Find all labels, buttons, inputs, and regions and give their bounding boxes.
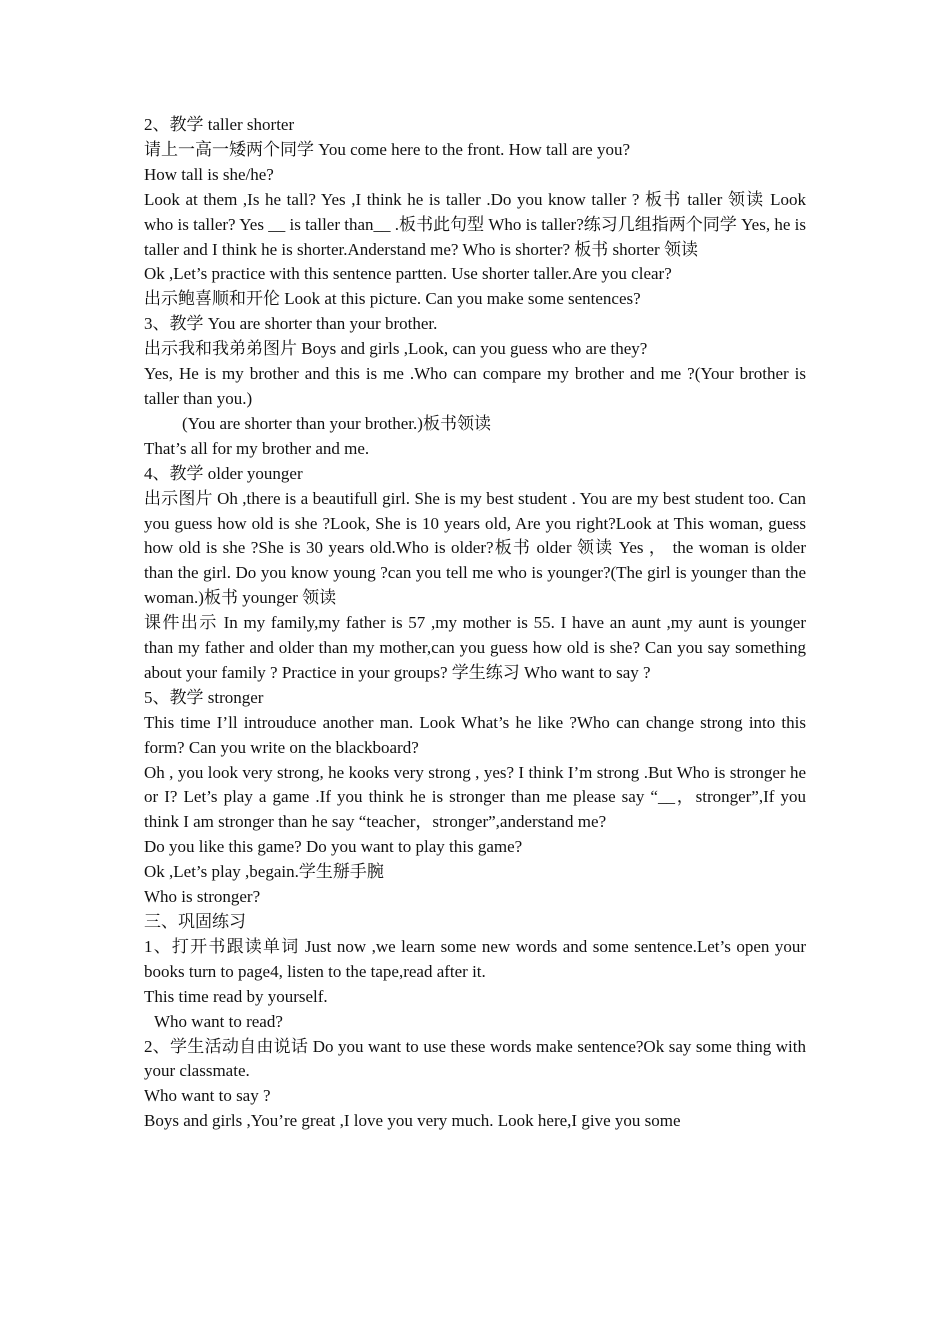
paragraph: 2、学生活动自由说话 Do you want to use these words make sentence?Ok say some thing with your classmate. bbox=[144, 1036, 806, 1081]
document-page bbox=[144, 113, 806, 1134]
section-heading-consolidation: 三、巩固练习 bbox=[144, 912, 246, 931]
heading-2-taller-shorter: 2、教学 taller shorter bbox=[144, 115, 295, 134]
text-line: That’s all for my brother and me. bbox=[144, 438, 370, 458]
text-line-indented: Who want to read? bbox=[154, 1011, 283, 1031]
text-line: Do you like this game? Do you want to play this game? bbox=[144, 837, 523, 857]
paragraph-truncated: Boys and girls ,You’re great ,I love you very much. Look here,I give you some bbox=[144, 1111, 681, 1131]
paragraph: Oh , you look very strong, he kooks very strong , yes? I think I’m strong .But Who is stronger he or I? Let’s play a game .If you think he is stronger than me please say “__，stronger”,If you think I am stronger than he say “teacher，stronger”,anderstand me? bbox=[144, 762, 806, 832]
text-line: Ok ,Let’s practice with this sentence partten. Use shorter taller.Are you clear? bbox=[144, 264, 672, 284]
paragraph: 1、打开书跟读单词 Just now ,we learn some new words and some sentence.Let’s open your books turn to page4, listen to the tape,read after it. bbox=[144, 936, 806, 981]
paragraph: This time I’ll introuduce another man. Look What’s he like ?Who can change strong into this form? Can you write on the blackboard? bbox=[144, 712, 806, 757]
heading-5-stronger: 5、教学 stronger bbox=[144, 687, 264, 707]
text-line: Who want to say ? bbox=[144, 1086, 271, 1106]
text-line: 请上一高一矮两个同学 You come here to the front. How tall are you? bbox=[144, 139, 630, 159]
text-line-indented: (You are shorter than your brother.)板书领读 bbox=[182, 413, 491, 433]
heading-4-older-younger: 4、教学 older younger bbox=[144, 463, 303, 483]
paragraph: Yes, He is my brother and this is me .Who can compare my brother and me ?(Your brother is taller than you.) bbox=[144, 364, 806, 408]
text-line: How tall is she/he? bbox=[144, 164, 274, 184]
paragraph: 出示图片 Oh ,there is a beautifull girl. She is my best student . You are my best student too. Can you guess how old is she ?Look, She is 10 years old, Are you right?Look at This woman, guess how old is she ?She is 30 years old.Who is older?板书 older 领读 Yes ， the woman is older than the girl. Do you know young ?can you tell me who is younger?(The girl is younger than the woman.)板书 younger 领读 bbox=[144, 488, 806, 608]
text-line: Who is stronger? bbox=[144, 887, 261, 907]
text-line: Ok ,Let’s play ,begain.学生掰手腕 bbox=[144, 862, 384, 882]
paragraph: Look at them ,Is he tall? Yes ,I think he is taller .Do you know taller ? 板书 taller 领读 Look who is taller? Yes __ is taller than__ .板书此句型 Who is taller?练习几组指两个同学 Yes, he is taller and I think he is shorter.Anderstand me? Who is shorter? 板书 shorter 领读 bbox=[144, 189, 806, 259]
text-line: This time read by yourself. bbox=[144, 986, 328, 1006]
text-line: 出示鲍喜顺和开伦 Look at this picture. Can you make some sentences? bbox=[144, 289, 641, 309]
text-line: 出示我和我弟弟图片 Boys and girls ,Look, can you guess who are they? bbox=[144, 339, 648, 359]
paragraph: 课件出示 In my family,my father is 57 ,my mother is 55. I have an aunt ,my aunt is younger than my father and older than my mother,can you guess how old is she? Can you say something about your family ? Practice in your groups? 学生练习 Who want to say ? bbox=[144, 613, 806, 682]
heading-3-shorter-than-brother: 3、教学 You are shorter than your brother. bbox=[144, 314, 438, 334]
